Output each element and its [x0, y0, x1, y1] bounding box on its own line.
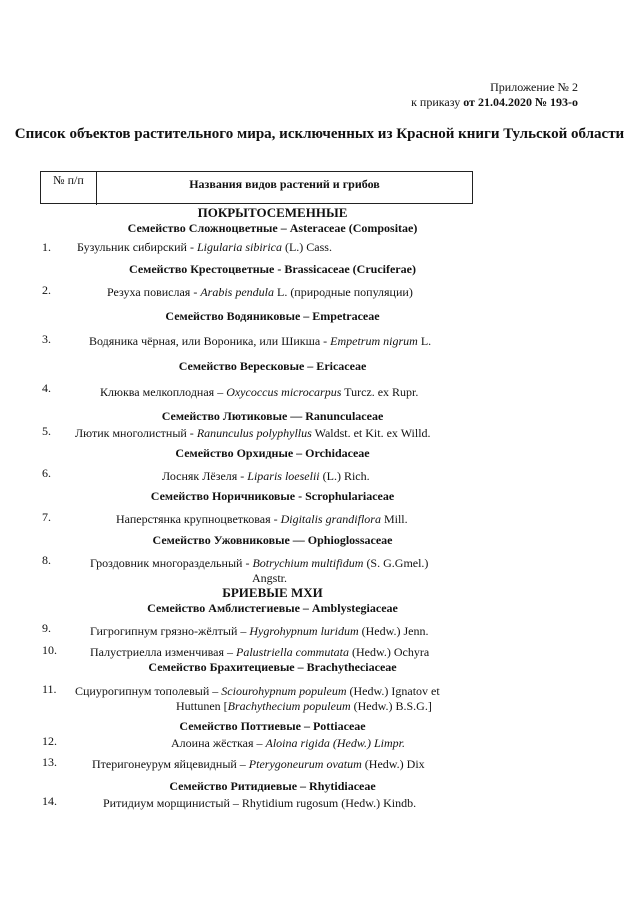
row-number: 5. [42, 424, 51, 438]
appendix-label: Приложение № 2 [490, 80, 578, 94]
row-number: 9. [42, 621, 51, 635]
table-header-number: № п/п [41, 172, 97, 205]
family-heading: Семейство Крестоцветные - Brassicaceae (Cruciferae) [129, 262, 416, 276]
row-number: 12. [42, 734, 57, 748]
order-prefix: к приказу [411, 95, 461, 109]
species-entry: Бузульник сибирский - Ligularia sibirica (L.) Cass. [77, 240, 332, 254]
row-number: 2. [42, 283, 51, 297]
family-heading: Семейство Брахитециевые – Brachytheciaceae [148, 660, 397, 674]
family-heading: Семейство Орхидные – Orchidaceae [175, 446, 370, 460]
group-heading: ПОКРЫТОСЕМЕННЫЕ [197, 205, 348, 220]
species-entry: Лосняк Лёзеля - Liparis loeselii (L.) Rich. [162, 469, 370, 483]
row-number: 4. [42, 381, 51, 395]
species-entry: Алоина жёсткая – Aloina rigida (Hedw.) Limpr. [171, 736, 405, 750]
row-number: 11. [42, 682, 57, 696]
row-number: 7. [42, 510, 51, 524]
family-heading: Семейство Вересковые – Ericaceae [178, 359, 367, 373]
row-number: 3. [42, 332, 51, 346]
family-heading: Семейство Поттиевые – Pottiaceae [179, 719, 366, 733]
species-entry: Наперстянка крупноцветковая - Digitalis grandiflora Mill. [116, 512, 408, 526]
row-number: 14. [42, 794, 57, 808]
species-entry-continuation: Huttunen [Brachythecium populeum (Hedw.) B.S.G.] [176, 699, 432, 713]
family-heading: Семейство Ритидиевые – Rhytidiaceae [169, 779, 376, 793]
table-header [40, 171, 473, 204]
species-entry-continuation: Angstr. [252, 571, 288, 585]
species-entry: Птеригонеурум яйцевидный – Pterygoneurum ovatum (Hedw.) Dix [92, 757, 425, 771]
species-entry: Клюква мелкоплодная – Oxycoccus microcarpus Turcz. ex Rupr. [100, 385, 419, 399]
family-heading: Семейство Лютиковые — Ranunculaceae [161, 409, 384, 423]
group-heading: БРИЕВЫЕ МХИ [222, 585, 323, 600]
row-number: 8. [42, 553, 51, 567]
family-heading: Семейство Водяниковые – Empetraceae [165, 309, 380, 323]
species-entry: Сциурогипнум тополевый – Sciourohypnum populeum (Hedw.) Ignatov et [75, 684, 440, 698]
order-reference [411, 95, 578, 110]
document-title: Список объектов растительного мира, исключенных из Красной книги Тульской области [14, 126, 625, 142]
species-entry: Гигрогипнум грязно-жёлтый – Hygrohypnum luridum (Hedw.) Jenn. [90, 624, 429, 638]
row-number: 1. [42, 240, 51, 254]
species-entry: Гроздовник многораздельный - Botrychium multifidum (S. G.Gmel.) [90, 556, 429, 570]
species-entry: Ритидиум морщинистый – Rhytidium rugosum (Hedw.) Kindb. [103, 796, 417, 810]
family-heading: Семейство Сложноцветные – Asteraceae (Compositae) [127, 221, 418, 235]
family-heading: Семейство Норичниковые - Scrophulariaceae [150, 489, 395, 503]
row-number: 6. [42, 466, 51, 480]
species-entry: Палустриелла изменчивая – Palustriella commutata (Hedw.) Ochyra [90, 645, 430, 659]
row-number: 10. [42, 643, 57, 657]
table-header-name: Названия видов растений и грибов [189, 177, 380, 191]
row-number: 13. [42, 755, 57, 769]
family-heading: Семейство Амблистегиевые – Amblystegiaceae [147, 601, 398, 615]
species-entry: Резуха повислая - Arabis pendula L. (природные популяции) [107, 285, 413, 299]
family-heading: Семейство Ужовниковые — Ophioglossaceae [152, 533, 393, 547]
order-number: от 21.04.2020 № 193-о [463, 95, 578, 109]
species-entry: Лютик многолистный - Ranunculus polyphyllus Waldst. et Kit. ex Willd. [75, 426, 431, 440]
species-entry: Водяника чёрная, или Вороника, или Шикша - Empetrum nigrum L. [89, 334, 432, 348]
